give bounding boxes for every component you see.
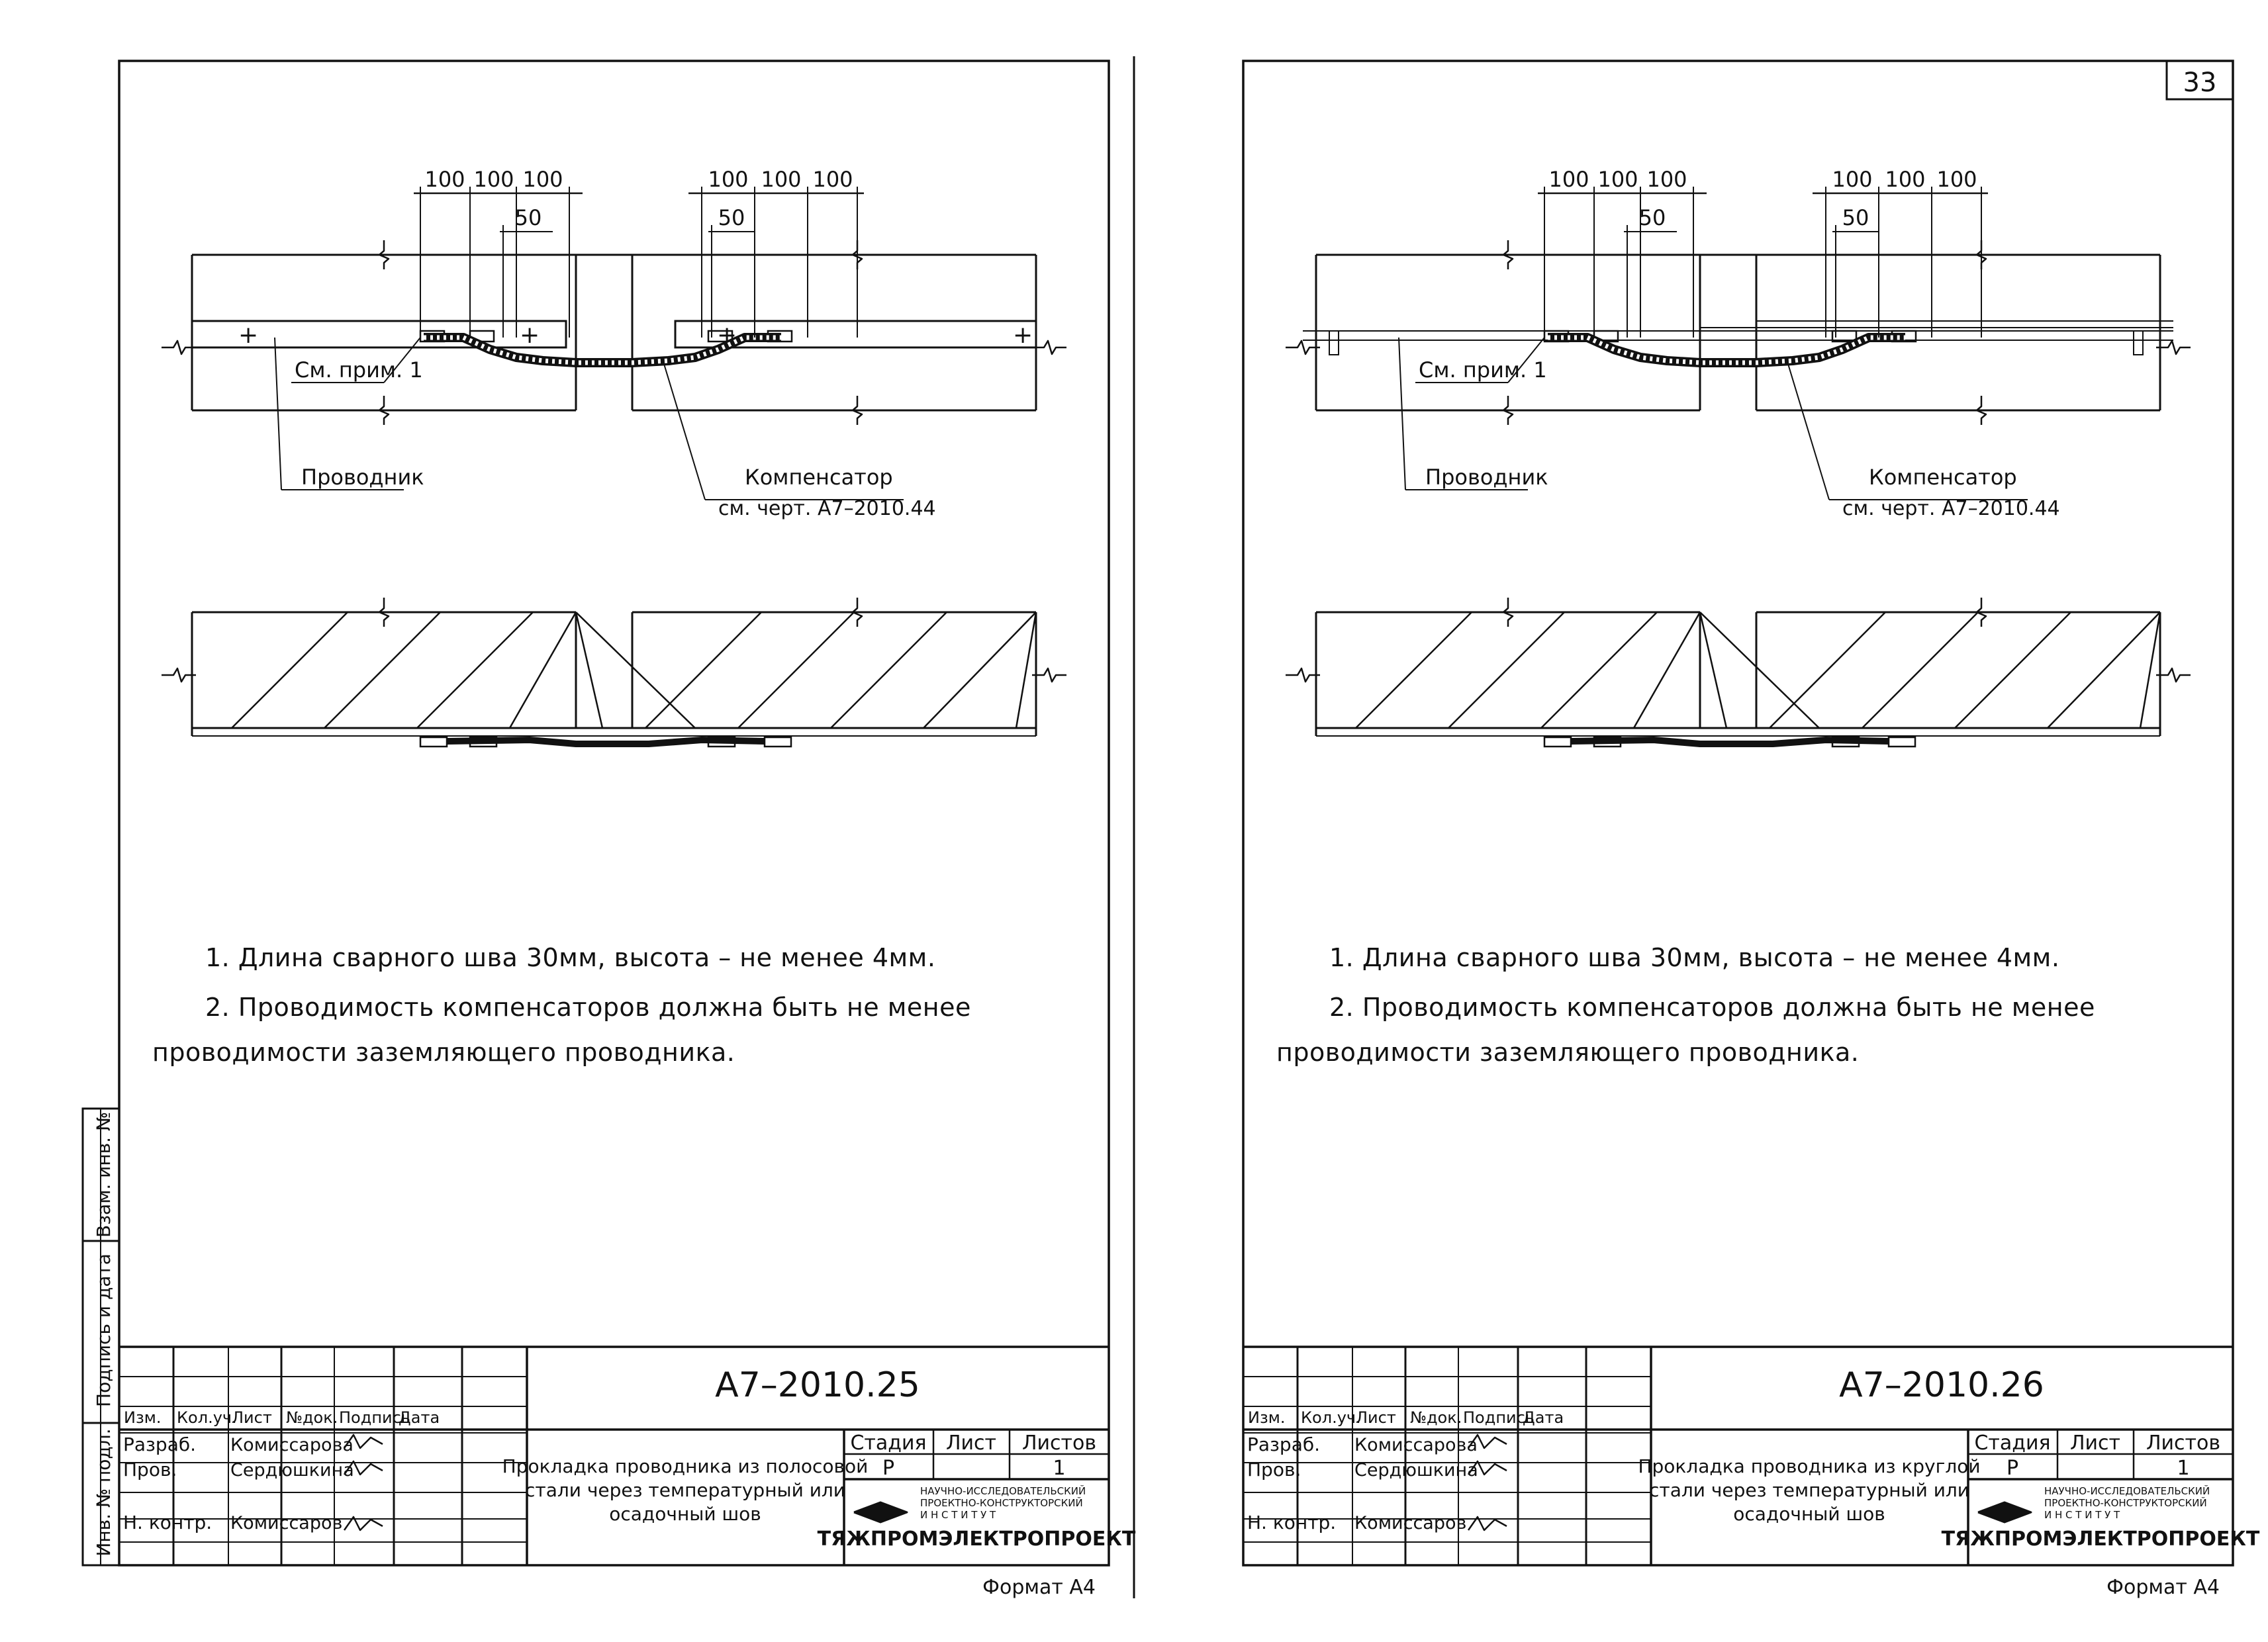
tb-name: Комиссаров [1354,1513,1467,1533]
leader [275,338,281,490]
label-compensator-ref: см. черт. А7–2010.44 [1842,497,2060,520]
stage-header: Листов [2146,1432,2221,1455]
page-number: 33 [2183,68,2217,98]
hatch [645,612,761,728]
weld-pad [765,737,791,747]
org-logo [854,1502,907,1522]
hatch [1541,612,1657,728]
tb-header: Кол.уч. [1301,1408,1361,1427]
tb-header: №док. [286,1408,338,1427]
label-compensator-ref: см. черт. А7–2010.44 [718,497,936,520]
dim-text-50: 50 [718,205,745,230]
dim-text: 100 [1885,167,1926,192]
break-mark [1286,668,1320,682]
drawing-title-line: осадочный шов [609,1503,761,1525]
drawing-title-line: стали через температурный или [1649,1479,1969,1501]
stage-header: Лист [2069,1432,2121,1455]
drawing-code: А7–2010.26 [1839,1365,2044,1405]
tb-role: Пров. [123,1459,177,1481]
dim-text: 100 [812,167,853,192]
break-mark [162,341,196,354]
break-mark [1286,341,1320,354]
hatch [1634,612,1700,728]
label-see-note: См. прим. 1 [1419,357,1547,383]
weld-pad [1544,737,1571,747]
tb-name: Комиссаров [230,1513,343,1533]
note-3: проводимости заземляющего проводника. [1276,1038,1860,1067]
tb-header: Изм. [1248,1408,1286,1427]
org-name: ТЯЖПРОМЭЛЕКТРОПРОЕКТ [1941,1528,2260,1551]
leader [662,357,705,500]
tb-header: Подпись [1463,1408,1535,1427]
note-1: 1. Длина сварного шва 30мм, высота – не менее 4мм. [205,943,936,972]
hatch [576,612,602,728]
dim-text: 100 [708,167,749,192]
note-1: 1. Длина сварного шва 30мм, высота – не менее 4мм. [1329,943,2060,972]
tb-header: №док. [1410,1408,1462,1427]
label-see-note: См. прим. 1 [295,357,423,383]
org-small-text: НАУЧНО-ИССЛЕДОВАТЕЛЬСКИЙ [920,1485,1086,1497]
hatch [831,612,947,728]
mark-plus: + [520,322,540,349]
tb-role: Пров. [1247,1459,1301,1481]
dim-text: 100 [1936,167,1977,192]
hatch [1770,612,1885,728]
mark-plus: + [238,322,259,349]
tb-header: Кол.уч. [177,1408,237,1427]
title-block [1243,1347,2260,1565]
dim-text: 100 [424,167,465,192]
break-mark [2156,341,2191,354]
tb-header: Подпись [339,1408,410,1427]
stage-value: 1 [1053,1457,1066,1480]
hatch [1700,612,1726,728]
weld-pad [1889,737,1915,747]
org-small-text: НАУЧНО-ИССЛЕДОВАТЕЛЬСКИЙ [2044,1485,2210,1497]
org-name: ТЯЖПРОМЭЛЕКТРОПРОЕКТ [817,1528,1136,1551]
hatch [1862,612,1978,728]
tb-header: Лист [1356,1408,1396,1427]
dim-text-50: 50 [514,205,542,230]
org-logo [1978,1502,2031,1522]
dim-text: 100 [473,167,514,192]
hatch [576,612,695,728]
dim-text: 100 [1646,167,1687,192]
label-compensator: Компенсатор [1869,465,2017,490]
stage-header: Лист [945,1432,997,1455]
org-small-text: И Н С Т И Т У Т [2044,1509,2120,1521]
stage-value: Р [2006,1457,2019,1480]
dim-text: 100 [1548,167,1589,192]
mark-plus: + [1013,322,1033,349]
hatch [324,612,440,728]
label-conductor: Проводник [301,465,424,490]
drawing-title-line: Прокладка проводника из круглой [1638,1455,1981,1477]
tb-name: Сердюшкина [1354,1460,1478,1481]
mark-plus: + [717,322,737,349]
stage-header: Стадия [1974,1432,2051,1455]
break-mark [1032,668,1066,682]
support-stub [1329,331,1339,355]
dim-text: 100 [1832,167,1873,192]
break-mark [2156,668,2191,682]
leader [1399,338,1405,490]
tb-role: Разраб. [123,1434,197,1455]
section-conductor [1571,740,1889,744]
support-stub [2134,331,2143,355]
side-stamp-text: Инв. № подл. [93,1428,115,1557]
tb-role: Н. контр. [1247,1512,1337,1533]
tb-role: Н. контр. [123,1512,213,1533]
hatch [1448,612,1564,728]
dim-text: 100 [761,167,802,192]
sheet-border [1243,61,2233,1565]
tb-header: Лист [232,1408,272,1427]
hatch [1356,612,1472,728]
format-label: Формат А4 [2106,1576,2220,1599]
hatch [1700,612,1819,728]
side-stamp-text: Подпись и дата [93,1254,115,1407]
org-small-text: ПРОЕКТНО-КОНСТРУКТОРСКИЙ [2044,1497,2207,1509]
org-small-text: И Н С Т И Т У Т [920,1509,996,1521]
drawing-title-line: стали через температурный или [525,1479,845,1501]
hatch [232,612,348,728]
tb-name: Комиссарова [230,1435,354,1455]
section-conductor [447,740,765,744]
dim-text-50: 50 [1842,205,1869,230]
drawing-code: А7–2010.25 [715,1365,920,1405]
label-conductor: Проводник [1425,465,1548,490]
hatch [510,612,576,728]
note-2: 2. Проводимость компенсаторов должна быть не менее [205,993,971,1022]
note-2: 2. Проводимость компенсаторов должна быть не менее [1329,993,2095,1022]
dim-text-50: 50 [1638,205,1666,230]
stage-value: Р [882,1457,895,1480]
tb-header: Дата [1523,1408,1564,1427]
title-block [119,1347,1136,1565]
dim-text: 100 [1597,167,1638,192]
dim-text: 100 [522,167,563,192]
sheet-right [1243,61,2260,1599]
tb-role: Разраб. [1247,1434,1321,1455]
drawing-title-line: Прокладка проводника из полосовой [502,1455,869,1477]
tb-header: Изм. [124,1408,162,1427]
sheet-border [119,61,1109,1565]
org-small-text: ПРОЕКТНО-КОНСТРУКТОРСКИЙ [920,1497,1083,1509]
hatch [417,612,533,728]
format-label: Формат А4 [982,1576,1096,1599]
drawing-title-line: осадочный шов [1733,1503,1885,1525]
hatch [738,612,854,728]
hatch [1955,612,2071,728]
tb-header: Дата [399,1408,440,1427]
stage-header: Стадия [850,1432,927,1455]
stage-header: Листов [1021,1432,1097,1455]
break-mark [162,668,196,682]
weld-pad [420,737,447,747]
label-compensator: Компенсатор [745,465,893,490]
note-3: проводимости заземляющего проводника. [152,1038,735,1067]
leader [1786,357,1829,500]
sheet-left [83,61,1136,1599]
stage-value: 1 [2177,1457,2190,1480]
tb-name: Сердюшкина [230,1460,354,1481]
tb-name: Комиссарова [1354,1435,1478,1455]
side-stamp-text: Взам. инв. № [93,1111,115,1238]
break-mark [1032,341,1066,354]
